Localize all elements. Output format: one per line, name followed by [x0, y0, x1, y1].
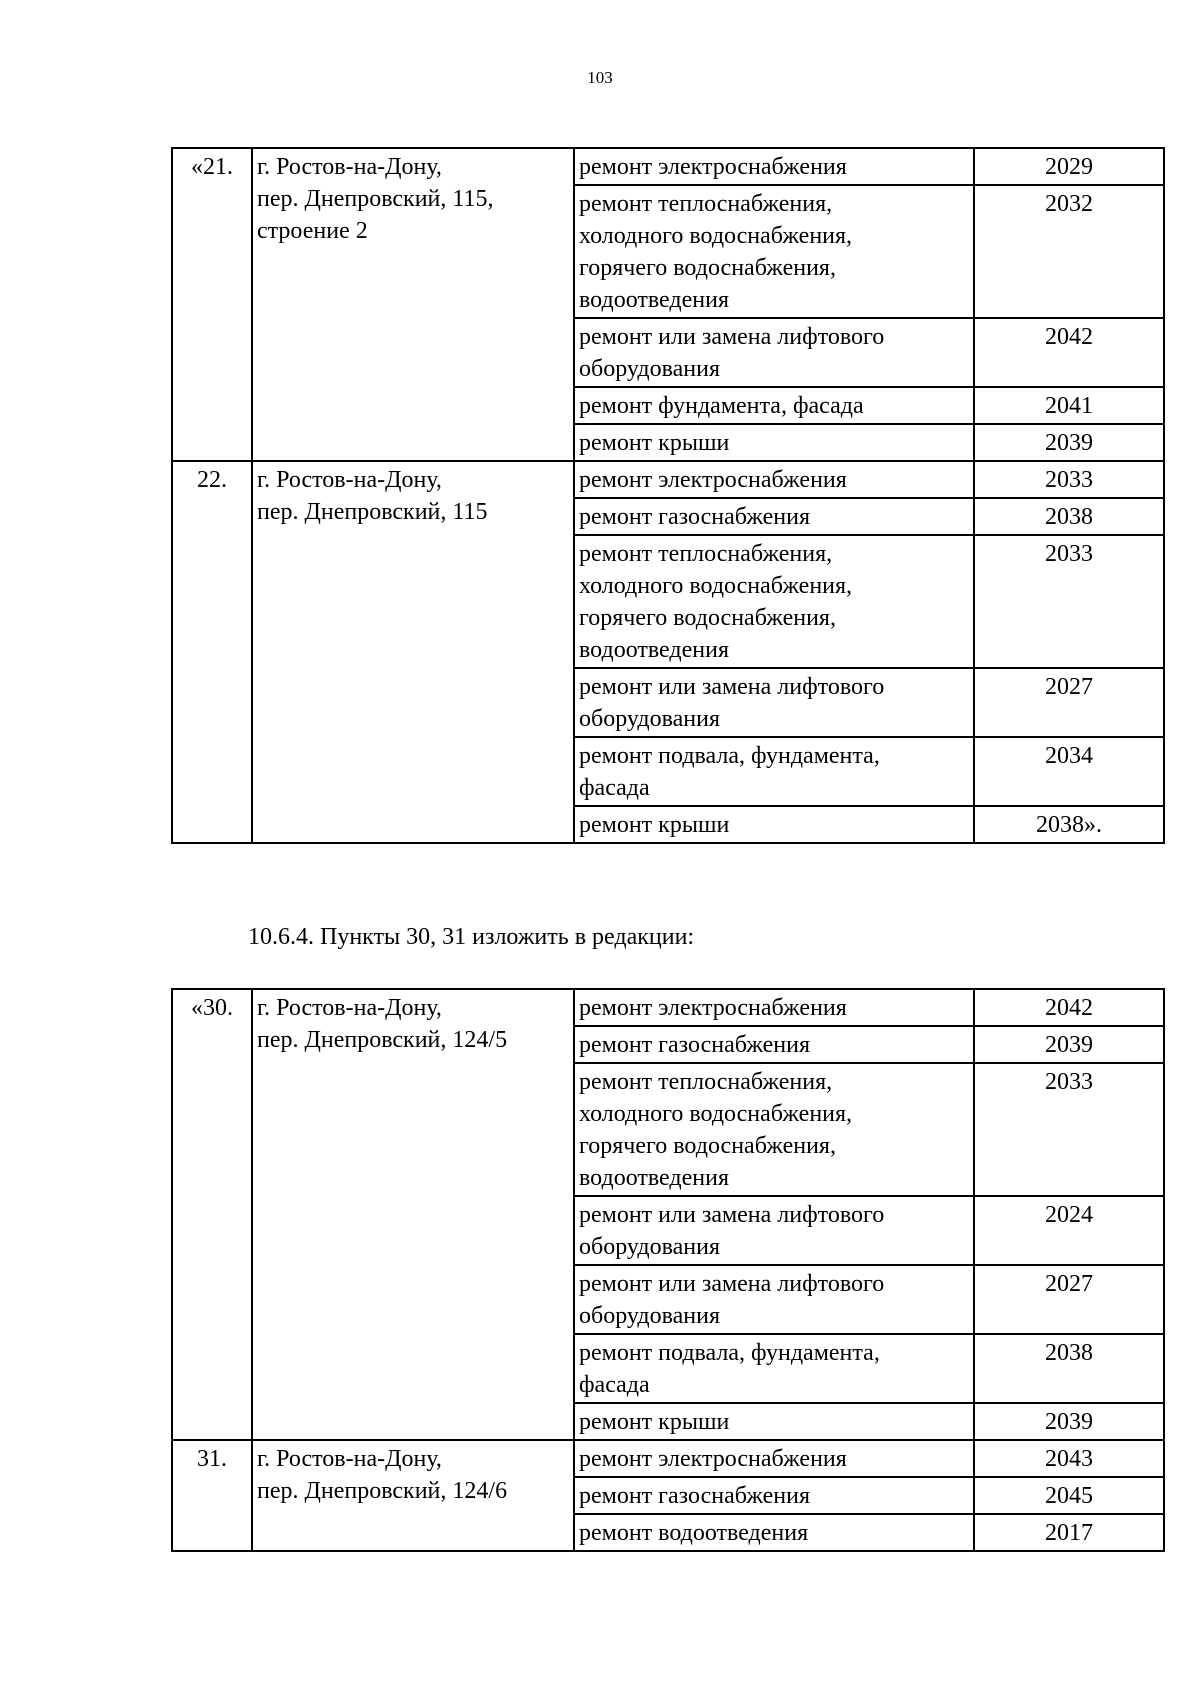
table-row: [172, 989, 1164, 1026]
work-year: 2042: [974, 989, 1164, 1026]
entry-address: г. Ростов-на-Дону, пер. Днепровский, 124/6: [252, 1440, 574, 1551]
work-year: 2045: [974, 1477, 1164, 1514]
work-name: ремонт газоснабжения: [574, 498, 974, 535]
work-year: 2039: [974, 424, 1164, 461]
work-name: ремонт теплоснабжения, холодного водоснабжения, горячего водоснабжения, водоотведения: [574, 535, 974, 668]
work-name: ремонт водоотведения: [574, 1514, 974, 1551]
work-name: ремонт подвала, фундамента, фасада: [574, 737, 974, 806]
work-name: ремонт электроснабжения: [574, 148, 974, 185]
work-name: ремонт или замена лифтового оборудования: [574, 1265, 974, 1334]
work-year: 2027: [974, 668, 1164, 737]
work-name: ремонт подвала, фундамента, фасада: [574, 1334, 974, 1403]
work-name: ремонт электроснабжения: [574, 461, 974, 498]
work-year: 2038: [974, 1334, 1164, 1403]
entry-address: г. Ростов-на-Дону, пер. Днепровский, 115: [252, 461, 574, 843]
work-name: ремонт или замена лифтового оборудования: [574, 318, 974, 387]
work-year: 2038».: [974, 806, 1164, 843]
work-year: 2033: [974, 461, 1164, 498]
work-name: ремонт фундамента, фасада: [574, 387, 974, 424]
entry-number: «21.: [172, 148, 252, 461]
entry-address: г. Ростов-на-Дону, пер. Днепровский, 115, строение 2: [252, 148, 574, 461]
work-name: ремонт крыши: [574, 1403, 974, 1440]
table-row: [172, 461, 1164, 498]
amendment-paragraph: 10.6.4. Пункты 30, 31 изложить в редакции:: [248, 924, 695, 950]
work-year: 2027: [974, 1265, 1164, 1334]
work-year: 2039: [974, 1403, 1164, 1440]
work-year: 2017: [974, 1514, 1164, 1551]
table-row: [172, 1440, 1164, 1477]
work-year: 2032: [974, 185, 1164, 318]
work-year: 2024: [974, 1196, 1164, 1265]
work-year: 2038: [974, 498, 1164, 535]
work-year: 2041: [974, 387, 1164, 424]
page-number: 103: [587, 68, 613, 87]
work-name: ремонт теплоснабжения, холодного водоснабжения, горячего водоснабжения, водоотведения: [574, 185, 974, 318]
work-name: ремонт или замена лифтового оборудования: [574, 1196, 974, 1265]
work-year: 2042: [974, 318, 1164, 387]
entry-address: г. Ростов-на-Дону, пер. Днепровский, 124/5: [252, 989, 574, 1440]
table-row: [172, 148, 1164, 185]
work-name: ремонт газоснабжения: [574, 1026, 974, 1063]
work-name: ремонт теплоснабжения, холодного водоснабжения, горячего водоснабжения, водоотведения: [574, 1063, 974, 1196]
works-table-1: [171, 147, 1165, 844]
work-name: ремонт крыши: [574, 806, 974, 843]
work-name: ремонт электроснабжения: [574, 1440, 974, 1477]
work-name: ремонт или замена лифтового оборудования: [574, 668, 974, 737]
work-year: 2029: [974, 148, 1164, 185]
entry-number: 31.: [172, 1440, 252, 1551]
work-year: 2034: [974, 737, 1164, 806]
work-year: 2043: [974, 1440, 1164, 1477]
entry-number: 22.: [172, 461, 252, 843]
work-year: 2033: [974, 1063, 1164, 1196]
work-year: 2033: [974, 535, 1164, 668]
work-year: 2039: [974, 1026, 1164, 1063]
work-name: ремонт электроснабжения: [574, 989, 974, 1026]
works-table-2: [171, 988, 1165, 1552]
work-name: ремонт газоснабжения: [574, 1477, 974, 1514]
work-name: ремонт крыши: [574, 424, 974, 461]
entry-number: «30.: [172, 989, 252, 1440]
